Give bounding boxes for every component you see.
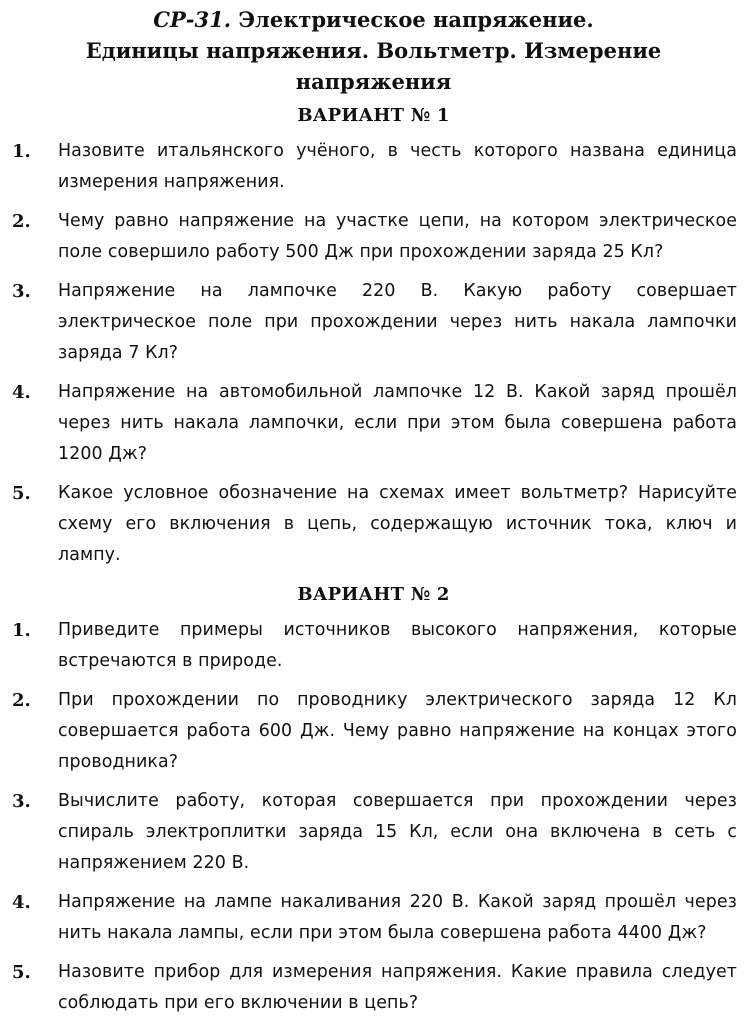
question-number: 3. [12,281,31,302]
variant-2-question-2 [10,685,737,778]
question-number: 1. [12,141,31,162]
question-number: 4. [12,382,31,403]
variant-1-question-2 [10,206,737,268]
variant-1-question-1 [10,136,737,198]
variant-1-question-4 [10,377,737,470]
worksheet-title-text: Электрическое напряжение. [231,7,594,32]
question-text: Назовите прибор для измерения напряжения. Какие правила следует соблюдать при его включении в цепь? [58,962,737,1013]
variant-2-question-4 [10,887,737,949]
question-text: Чему равно напряжение на участке цепи, на котором электрическое поле совершило работу 500 Дж при прохождении заряда 25 Кл? [58,211,737,262]
question-text: Какое условное обозначение на схемах имеет вольтметр? Нарисуйте схему его включения в цепь, содержащую источник тока, ключ и лампу. [58,483,737,565]
question-text: Назовите итальянского учёного, в честь которого названа единица измерения напряжения. [58,141,737,192]
variant-2-title: ВАРИАНТ № 2 [297,584,450,605]
variant-2-question-5 [10,957,737,1019]
worksheet-subtitle: Единицы напряжения. Вольтметр. Измерение напряжения [85,38,662,94]
variant-2-section [10,581,737,1019]
variant-1-section [10,102,737,571]
question-number: 2. [12,211,31,232]
worksheet-title [10,4,737,35]
question-text: Напряжение на автомобильной лампочке 12 В. Какой заряд прошёл через нить накала лампочки, если при этом была совершена работа 1200 Дж? [58,382,737,464]
question-text: Напряжение на лампе накаливания 220 В. Какой заряд прошёл через нить накала лампы, если при этом была совершена работа 4400 Дж? [58,892,737,943]
question-number: 4. [12,892,31,913]
worksheet-header [10,4,737,97]
question-number: 2. [12,690,31,711]
question-number: 1. [12,620,31,641]
question-text: Приведите примеры источников высокого напряжения, которые встречаются в природе. [58,620,737,671]
variant-2-question-1 [10,615,737,677]
question-number: 5. [12,962,31,983]
worksheet-code: СР-31. [153,7,232,32]
variant-1-question-3 [10,276,737,369]
variant-2-question-3 [10,786,737,879]
question-text: Напряжение на лампочке 220 В. Какую работу совершает электрическое поле при прохождении через нить накала лампочки заряда 7 Кл? [58,281,737,363]
question-number: 5. [12,483,31,504]
question-text: Вычислите работу, которая совершается при прохождении через спираль электроплитки заряда 15 Кл, если она включена в сеть с напряжением 220 В. [58,791,737,873]
question-number: 3. [12,791,31,812]
variant-1-question-5 [10,478,737,571]
question-text: При прохождении по проводнику электрического заряда 12 Кл совершается работа 600 Дж. Чему равно напряжение на концах этого проводника? [58,690,737,772]
variant-1-title: ВАРИАНТ № 1 [297,105,450,126]
